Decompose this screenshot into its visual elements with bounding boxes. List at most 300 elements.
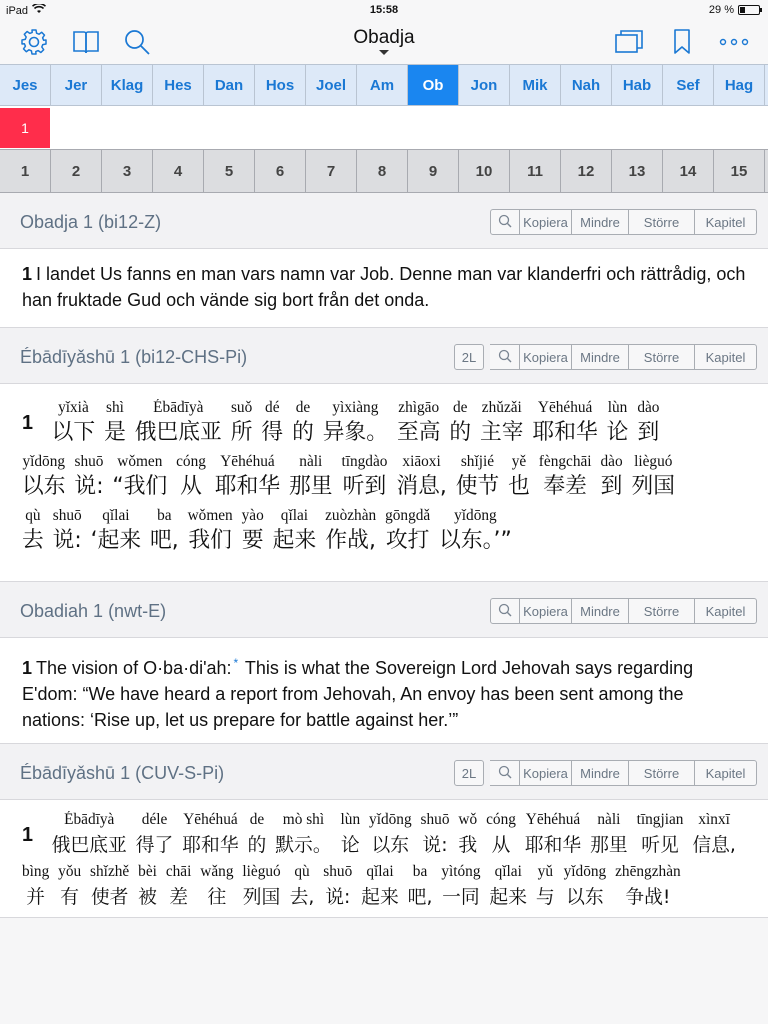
pinyin: nàli (597, 811, 621, 828)
search-icon (498, 349, 512, 366)
two-language-button[interactable]: 2L (454, 344, 484, 370)
word-pair[interactable] (632, 452, 676, 502)
word-pair[interactable] (536, 862, 555, 912)
book-tab-hos[interactable]: Hos (255, 65, 306, 105)
pinyin: wǎng (200, 863, 234, 880)
word-pair[interactable] (369, 810, 412, 860)
word-pair[interactable] (600, 452, 622, 502)
hanzi: 得了 (135, 834, 174, 856)
word-pair[interactable] (292, 398, 314, 448)
verse-number: 1 (22, 658, 33, 678)
hanzi: 争战! (625, 886, 671, 908)
hanzi: 起来 (272, 528, 317, 553)
pinyin: Yēhéhuá (220, 453, 275, 470)
word-pair[interactable] (273, 506, 317, 556)
hanzi: 列国 (242, 886, 281, 908)
hanzi: 并 (26, 886, 46, 908)
page-title[interactable] (0, 27, 768, 55)
hanzi: 以东。’” (439, 528, 512, 553)
verse-tab-3[interactable]: 3 (102, 150, 153, 192)
section-title: Ébādīyǎshū 1 (CUV-S-Pi) (20, 763, 225, 783)
word-pair[interactable] (341, 452, 387, 502)
word-pair[interactable] (564, 862, 607, 912)
book-tab-ob[interactable]: Ob (408, 65, 459, 105)
hanzi: 吧, (407, 886, 433, 908)
word-pair[interactable] (489, 862, 527, 912)
chapter-button[interactable]: Kapitel (695, 344, 757, 370)
pinyin: yìtóng (441, 863, 481, 880)
word-pair[interactable] (532, 398, 597, 448)
verse-number: 1 (22, 823, 34, 846)
word-pair[interactable] (52, 398, 96, 448)
hanzi: 听到 (342, 474, 387, 499)
word-pair[interactable] (91, 506, 141, 556)
pinyin: bìng (22, 863, 50, 880)
windows-icon[interactable] (613, 26, 645, 58)
word-pair[interactable] (182, 810, 238, 860)
pinyin: wǒ (458, 811, 478, 828)
hanzi: 攻打 (385, 528, 430, 553)
word-pair[interactable] (289, 452, 333, 502)
bookmark-icon[interactable] (666, 26, 698, 58)
word-pair[interactable] (248, 810, 267, 860)
pinyin: Yēhéhuá (183, 811, 238, 828)
status-time: 15:58 (369, 4, 399, 16)
pinyin: bèi (138, 863, 157, 880)
footnote-link[interactable]: * (233, 656, 239, 670)
hanzi: 至高 (396, 420, 441, 445)
word-pair[interactable] (275, 810, 331, 860)
pinyin: qǐlai (280, 507, 309, 524)
word-pair[interactable] (508, 452, 530, 502)
pinyin: dào (600, 453, 623, 470)
pinyin: dé (265, 399, 280, 416)
pinyin: wǒmen (117, 453, 163, 470)
two-language-button[interactable]: 2L (454, 760, 484, 786)
pinyin: déle (141, 811, 168, 828)
hanzi: 耶和华 (524, 834, 582, 856)
word-pair[interactable] (525, 810, 581, 860)
chapter-tab-bar (0, 106, 768, 149)
verse-tab-10[interactable]: 10 (459, 150, 510, 192)
hanzi: 的 (247, 834, 267, 856)
pinyin: lùn (340, 811, 361, 828)
word-pair[interactable] (323, 398, 388, 448)
hanzi: 消息, (396, 474, 447, 499)
section-body-bi12-z (0, 249, 768, 328)
word-pair[interactable] (74, 452, 103, 502)
pinyin: shǐzhě (90, 863, 130, 880)
pinyin: qù (25, 507, 41, 524)
hanzi: 有 (60, 886, 80, 908)
hanzi: 论 (340, 834, 360, 856)
hanzi: 的 (292, 420, 314, 445)
section-header-cuv-s-pi (0, 744, 768, 800)
section-header-nwt-e (0, 582, 768, 638)
book-tab-jer[interactable]: Jer (51, 65, 102, 105)
word-pair[interactable] (361, 862, 399, 912)
word-pair[interactable] (456, 452, 500, 502)
pinyin: Yēhéhuá (525, 811, 581, 828)
word-pair[interactable] (341, 810, 361, 860)
word-pair[interactable] (22, 862, 49, 912)
word-pair[interactable] (421, 810, 450, 860)
pinyin: yě (511, 453, 527, 470)
hanzi: 作战, (325, 528, 376, 553)
pinyin: mò shì (282, 811, 325, 828)
pinyin: shuō (52, 507, 82, 524)
hanzi: 说: (52, 528, 82, 553)
word-pair[interactable] (90, 862, 129, 912)
more-icon[interactable] (718, 26, 750, 58)
word-pair[interactable] (637, 810, 684, 860)
hanzi: 俄巴底亚 (134, 420, 222, 445)
book-tab-hes[interactable]: Hes (153, 65, 204, 105)
word-pair[interactable] (590, 810, 628, 860)
word-pair[interactable] (58, 862, 81, 912)
hanzi: 被 (138, 886, 157, 908)
hanzi: 到 (637, 420, 660, 445)
interlinear-verse (0, 800, 768, 912)
word-pair[interactable] (136, 810, 174, 860)
section-title: Obadiah 1 (nwt-E) (20, 601, 167, 621)
pinyin: chāi (165, 863, 192, 880)
hanzi: ‘起来 (90, 528, 142, 553)
hanzi: “我们 (112, 474, 168, 499)
interlinear-line (22, 506, 760, 556)
pinyin: yǐxià (58, 399, 89, 416)
book-tab-dan[interactable]: Dan (204, 65, 255, 105)
pinyin: shuō (323, 863, 353, 880)
search-button[interactable] (490, 209, 520, 235)
larger-button[interactable]: Större (629, 209, 695, 235)
word-pair[interactable] (150, 506, 179, 556)
hanzi: 所 (230, 420, 253, 445)
search-icon (498, 603, 512, 620)
search-button[interactable] (490, 344, 520, 370)
verse-text (0, 638, 768, 733)
copy-button[interactable]: Kopiera (520, 598, 572, 624)
search-icon (498, 214, 512, 231)
section-toolbar (454, 344, 757, 370)
book-tab-joel[interactable]: Joel (306, 65, 357, 105)
book-tab-mik[interactable]: Mik (510, 65, 561, 105)
hanzi: 从 (180, 474, 202, 499)
verse-content-end: This is what the Sovereign Lord Jehovah says regarding Eʹdom: “We have heard a report from Jehovah, An envoy has been sent among the nations: ‘Rise up, let us prepare for battle against her.’” (22, 658, 694, 730)
word-pair[interactable] (261, 398, 283, 448)
book-tab-klag[interactable]: Klag (102, 65, 153, 105)
word-pair[interactable] (176, 452, 206, 502)
hanzi: 从 (491, 834, 511, 856)
status-right (709, 4, 760, 16)
pinyin: yǐdōng (22, 453, 66, 470)
word-pair[interactable] (52, 810, 127, 860)
pinyin: yǐdōng (563, 863, 607, 880)
smaller-button[interactable]: Mindre (572, 598, 629, 624)
verse-content-start: The vision of O·ba·diʹah: (36, 658, 232, 678)
word-pair[interactable] (188, 506, 233, 556)
verse-number: 1 (22, 411, 34, 434)
hanzi: 一同 (442, 886, 480, 908)
chapter-button[interactable]: Kapitel (695, 209, 757, 235)
pinyin: qǐlai (102, 507, 130, 524)
verse-tab-12[interactable]: 12 (561, 150, 612, 192)
word-pair[interactable] (200, 862, 233, 912)
hanzi: 得 (261, 420, 284, 445)
pinyin: lùn (607, 399, 628, 416)
hanzi: 要 (241, 528, 264, 553)
smaller-button[interactable]: Mindre (572, 344, 629, 370)
interlinear-line (22, 398, 760, 448)
word-pair[interactable] (607, 398, 629, 448)
word-pair[interactable] (439, 506, 512, 556)
hanzi: 主宰 (480, 420, 524, 445)
pinyin: Yēhéhuá (537, 399, 593, 416)
pinyin: cóng (176, 453, 206, 470)
hanzi: 耶和华 (532, 420, 598, 445)
section-toolbar (454, 760, 757, 786)
hanzi: 去 (22, 528, 44, 553)
word-pair[interactable] (242, 506, 264, 556)
pinyin: Ébādīyà (153, 399, 204, 416)
battery-icon (738, 5, 760, 15)
pinyin: de (249, 811, 265, 828)
status-bar (0, 0, 768, 22)
chapter-tab-1[interactable]: 1 (0, 108, 50, 148)
hanzi: 说: (74, 474, 104, 499)
pinyin: zhìgāo (398, 399, 440, 416)
pinyin: ba (157, 507, 172, 524)
word-pair[interactable] (480, 398, 524, 448)
book-tab-bar (0, 64, 768, 106)
word-pair[interactable] (231, 398, 253, 448)
pinyin: lièguó (242, 863, 281, 880)
pinyin: shuō (420, 811, 450, 828)
hanzi: 差 (169, 886, 189, 908)
book-tab-jon[interactable]: Jon (459, 65, 510, 105)
verse-tab-14[interactable]: 14 (663, 150, 714, 192)
pinyin: zuòzhàn (325, 507, 377, 524)
search-button[interactable] (490, 598, 520, 624)
pinyin: tīngdào (341, 453, 388, 470)
interlinear-verse (0, 384, 768, 556)
verse-tab-13[interactable]: 13 (612, 150, 663, 192)
word-pair[interactable] (449, 398, 471, 448)
hanzi: 俄巴底亚 (51, 834, 127, 856)
hanzi: 起来 (361, 886, 399, 908)
book-tab-nah[interactable]: Nah (561, 65, 612, 105)
book-tab-sef[interactable]: Sef (663, 65, 714, 105)
hanzi: 使节 (455, 474, 500, 499)
section-body-cuv-s-pi (0, 800, 768, 918)
section-title: Obadja 1 (bi12-Z) (20, 212, 162, 232)
word-pair[interactable] (396, 452, 446, 502)
word-pair[interactable] (385, 506, 430, 556)
hanzi: 吧, (150, 528, 179, 553)
hanzi: 以东 (371, 834, 410, 856)
hanzi: 是 (104, 420, 126, 445)
hanzi: 奉差 (543, 474, 587, 499)
hanzi: 异象。 (322, 420, 389, 445)
pinyin: tīngjian (636, 811, 684, 828)
verse-tab-15[interactable]: 15 (714, 150, 765, 192)
section-header-bi12-chs-pi (0, 328, 768, 384)
verse-tab-bar (0, 149, 768, 193)
word-pair[interactable] (290, 862, 315, 912)
word-pair[interactable] (166, 862, 192, 912)
hanzi: 以东 (22, 474, 66, 499)
book-tab-am[interactable]: Am (357, 65, 408, 105)
hanzi: 默示。 (275, 834, 332, 856)
word-pair[interactable] (215, 452, 280, 502)
hanzi: 那里 (289, 474, 333, 499)
pinyin: fèngchāi (538, 453, 592, 470)
chapter-button[interactable]: Kapitel (695, 598, 757, 624)
word-pair[interactable] (22, 506, 44, 556)
title-text: Obadja (353, 27, 415, 48)
hanzi: 起来 (489, 886, 528, 908)
pinyin: yǐdōng (369, 811, 412, 828)
larger-button[interactable]: Större (629, 760, 695, 786)
section-toolbar (490, 209, 757, 235)
interlinear-line (22, 452, 760, 502)
pinyin: yìxiàng (332, 399, 379, 416)
pinyin: qǐlai (366, 863, 394, 880)
pinyin: yǔ (537, 863, 553, 880)
hanzi: 也 (508, 474, 530, 499)
word-pair[interactable] (486, 810, 516, 860)
smaller-button[interactable]: Mindre (572, 760, 629, 786)
pinyin: de (453, 399, 468, 416)
hanzi: 我 (458, 834, 478, 856)
word-pair[interactable] (242, 862, 280, 912)
hanzi: 使者 (90, 886, 129, 908)
word-pair[interactable] (22, 452, 66, 502)
hanzi: 信息, (692, 834, 736, 856)
verse-tab-9[interactable]: 9 (408, 150, 459, 192)
hanzi: 那里 (590, 834, 628, 856)
search-button[interactable] (490, 760, 520, 786)
section-body-nwt-e (0, 638, 768, 744)
pinyin: yào (241, 507, 264, 524)
word-pair[interactable] (615, 862, 681, 912)
hanzi: 的 (449, 420, 472, 445)
hanzi: 说: (422, 834, 448, 856)
word-pair[interactable] (325, 506, 376, 556)
hanzi: 说: (325, 886, 351, 908)
book-tab-hab[interactable]: Hab (612, 65, 663, 105)
section-header-bi12-z (0, 193, 768, 249)
chapter-button[interactable]: Kapitel (695, 760, 757, 786)
book-tab-hag[interactable]: Hag (714, 65, 765, 105)
hanzi: 以东 (566, 886, 604, 908)
pinyin: yǐdōng (454, 507, 497, 524)
verse-tab-8[interactable]: 8 (357, 150, 408, 192)
hanzi: 耶和华 (214, 474, 281, 499)
device-label: iPad (6, 4, 29, 17)
verse-tab-1[interactable]: 1 (0, 150, 51, 192)
pinyin: Ébādīyà (64, 811, 115, 828)
verse-tab-2[interactable]: 2 (51, 150, 102, 192)
word-pair[interactable] (323, 862, 352, 912)
word-pair[interactable] (441, 862, 480, 912)
hanzi: 我们 (188, 528, 232, 553)
pinyin: zhēngzhàn (615, 863, 681, 880)
word-pair[interactable] (135, 398, 222, 448)
pinyin: xìnxī (698, 811, 730, 828)
word-pair[interactable] (637, 398, 659, 448)
pinyin: de (295, 399, 311, 416)
pinyin: nàli (299, 453, 323, 470)
word-pair[interactable] (458, 810, 477, 860)
word-pair[interactable] (112, 452, 167, 502)
hanzi: 去, (289, 886, 315, 908)
hanzi: 以下 (51, 420, 96, 445)
pinyin: xiāoxi (402, 453, 441, 470)
book-tab-jes[interactable]: Jes (0, 65, 51, 105)
pinyin: dào (637, 399, 660, 416)
verse-tab-4[interactable]: 4 (153, 150, 204, 192)
pinyin: qù (294, 863, 310, 880)
battery-percent: 29 % (708, 4, 734, 16)
pinyin: suǒ (230, 399, 253, 416)
copy-button[interactable]: Kopiera (520, 344, 572, 370)
copy-button[interactable]: Kopiera (520, 209, 572, 235)
word-pair[interactable] (539, 452, 592, 502)
verse-tab-5[interactable]: 5 (204, 150, 255, 192)
word-pair[interactable] (397, 398, 441, 448)
word-pair[interactable] (53, 506, 82, 556)
section-body-bi12-chs-pi (0, 384, 768, 582)
pinyin: cóng (486, 811, 516, 828)
word-pair[interactable] (408, 862, 433, 912)
pinyin: yǒu (58, 863, 82, 880)
hanzi: 与 (535, 886, 555, 908)
pinyin: ba (412, 863, 428, 880)
word-pair[interactable] (104, 398, 126, 448)
pinyin: gōngdǎ (385, 507, 431, 524)
section-toolbar (490, 598, 757, 624)
pinyin: qǐlai (494, 863, 522, 880)
pinyin: zhǔzǎi (481, 399, 522, 416)
smaller-button[interactable]: Mindre (572, 209, 629, 235)
verse-tab-6[interactable]: 6 (255, 150, 306, 192)
hanzi: 论 (606, 420, 629, 445)
section-title: Ébādīyǎshū 1 (bi12-CHS-Pi) (20, 347, 248, 367)
hanzi: 列国 (631, 474, 676, 499)
larger-button[interactable]: Större (629, 598, 695, 624)
pinyin: shì (106, 399, 124, 416)
hanzi: 往 (207, 886, 227, 908)
word-pair[interactable] (138, 862, 157, 912)
interlinear-line (22, 862, 760, 912)
pinyin: lièguó (634, 453, 673, 470)
navigation-bar (0, 22, 768, 64)
pinyin: shuō (74, 453, 104, 470)
hanzi: 听见 (641, 834, 679, 856)
copy-button[interactable]: Kopiera (520, 760, 572, 786)
search-icon (498, 765, 512, 782)
pinyin: wǒmen (187, 507, 233, 524)
verse-text (0, 249, 768, 313)
pinyin: shǐjié (460, 453, 495, 470)
verse-tab-7[interactable]: 7 (306, 150, 357, 192)
verse-tab-11[interactable]: 11 (510, 150, 561, 192)
interlinear-line (22, 810, 760, 860)
verse-content: I landet Us fanns en man vars namn var Job. Denne man var klanderfri och rättrådig, och han fruktade Gud och vände sig bort från det onda. (22, 264, 746, 310)
larger-button[interactable]: Större (629, 344, 695, 370)
word-pair[interactable] (692, 810, 736, 860)
